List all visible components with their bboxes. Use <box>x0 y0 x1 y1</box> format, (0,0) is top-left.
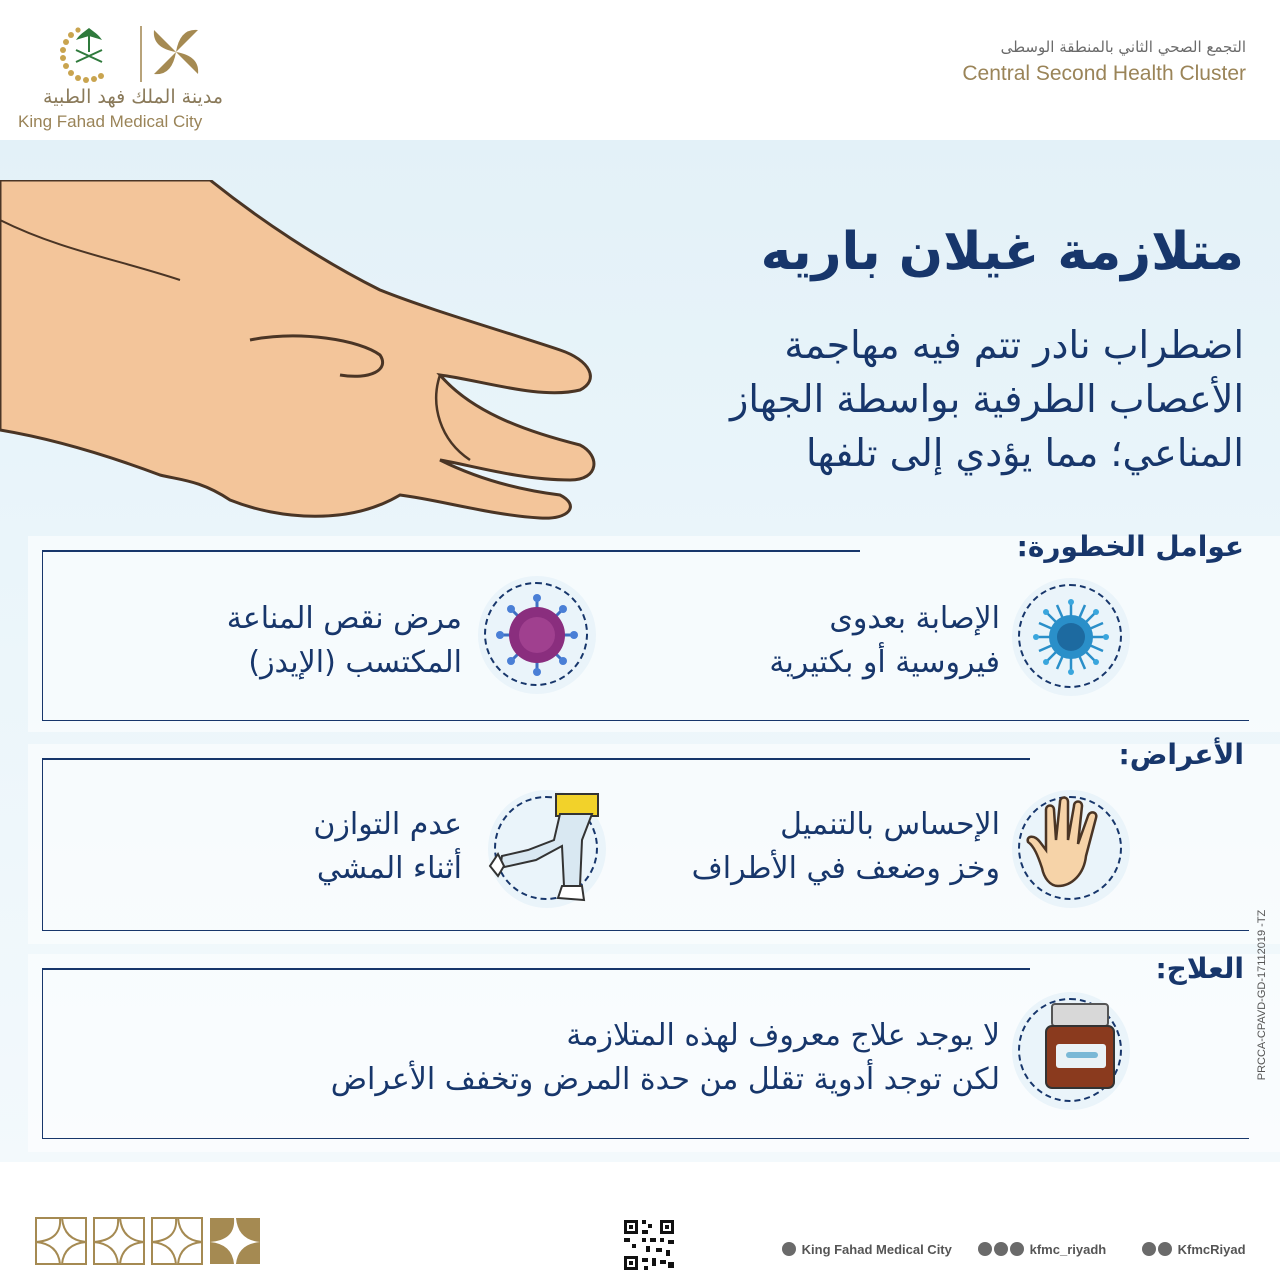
cluster-name-english: Central Second Health Cluster <box>962 62 1246 85</box>
treatment-item-text <box>331 1014 1000 1102</box>
treatment-icon <box>1012 992 1130 1110</box>
twitter-icon <box>1010 1242 1024 1256</box>
website-text: King Fahad Medical City <box>801 1242 952 1257</box>
handle-text: kfmc_riyadh <box>1029 1242 1107 1257</box>
text-line: لكن توجد أدوية تقلل من حدة المرض وتخفف الأعراض <box>330 1062 1000 1097</box>
document-code-text: PRCCA-CPAVD-GD-17112019 -TZ <box>1256 909 1268 1081</box>
website-link[interactable] <box>782 1242 952 1257</box>
hand-illustration-icon <box>0 180 600 530</box>
medicine-bottle-icon <box>1012 992 1130 1110</box>
kfmc-pattern-icon <box>32 1214 264 1268</box>
social-handle-2[interactable] <box>1142 1242 1246 1257</box>
org-name-arabic: مدينة الملك فهد الطبية <box>43 86 223 108</box>
saudi-emblem-icon <box>54 22 124 88</box>
text-line: لا يوجد علاج معروف لهذه المتلازمة <box>566 1018 1000 1053</box>
instagram-icon <box>978 1242 992 1256</box>
risk-item-text <box>227 597 462 685</box>
virus-blue-icon <box>1012 578 1130 696</box>
symptom-item-text <box>692 803 1000 891</box>
risk-heading: عوامل الخطورة: <box>1016 530 1244 563</box>
footer <box>0 1162 1280 1280</box>
text-line: فيروسية أو بكتيرية <box>769 645 1000 680</box>
cluster-logo <box>962 38 1246 86</box>
text-line: وخز وضعف في الأطراف <box>691 851 1000 886</box>
intro-line: المناعي؛ مما يؤدي إلى تلفها <box>806 431 1244 475</box>
virus-purple-icon <box>478 576 596 694</box>
kfmc-logo[interactable] <box>18 14 238 131</box>
risk-icon-1 <box>1012 578 1130 696</box>
youtube-icon <box>1142 1242 1156 1256</box>
header <box>0 0 1280 140</box>
facebook-icon <box>1158 1242 1172 1256</box>
cluster-name-arabic: التجمع الصحي الثاني بالمنطقة الوسطى <box>1000 38 1246 56</box>
snapchat-icon <box>994 1242 1008 1256</box>
text-line: المكتسب (الإيدز) <box>248 645 462 680</box>
logo-divider <box>140 26 142 82</box>
treatment-heading: العلاج: <box>1155 952 1244 985</box>
symptom-item-text <box>313 803 462 891</box>
text-line: مرض نقص المناعة <box>226 601 462 636</box>
symptom-icon-1 <box>1012 790 1130 908</box>
risk-item-text <box>769 597 1000 685</box>
text-line: عدم التوازن <box>313 807 462 842</box>
intro-paragraph <box>604 318 1244 480</box>
text-line: أثناء المشي <box>316 851 462 886</box>
globe-icon <box>782 1242 796 1256</box>
legs-icon <box>488 790 606 908</box>
handle-text: KfmcRiyad <box>1177 1242 1246 1257</box>
text-line: الإحساس بالتنميل <box>780 807 1000 842</box>
social-handle-1[interactable] <box>978 1242 1106 1257</box>
org-name-english: King Fahad Medical City <box>18 112 203 131</box>
intro-line: اضطراب نادر تتم فيه مهاجمة <box>784 323 1244 367</box>
document-code <box>1252 885 1272 1105</box>
page-title: متلازمة غيلان باريه <box>760 222 1244 282</box>
qr-code-icon[interactable] <box>622 1218 676 1272</box>
hand-icon <box>1012 790 1130 908</box>
symptom-icon-2 <box>488 790 606 908</box>
symptoms-heading: الأعراض: <box>1118 738 1244 771</box>
kfmc-flower-icon <box>150 26 202 78</box>
risk-icon-2 <box>478 576 596 694</box>
intro-line: الأعصاب الطرفية بواسطة الجهاز <box>730 377 1244 421</box>
text-line: الإصابة بعدوى <box>829 601 1000 636</box>
